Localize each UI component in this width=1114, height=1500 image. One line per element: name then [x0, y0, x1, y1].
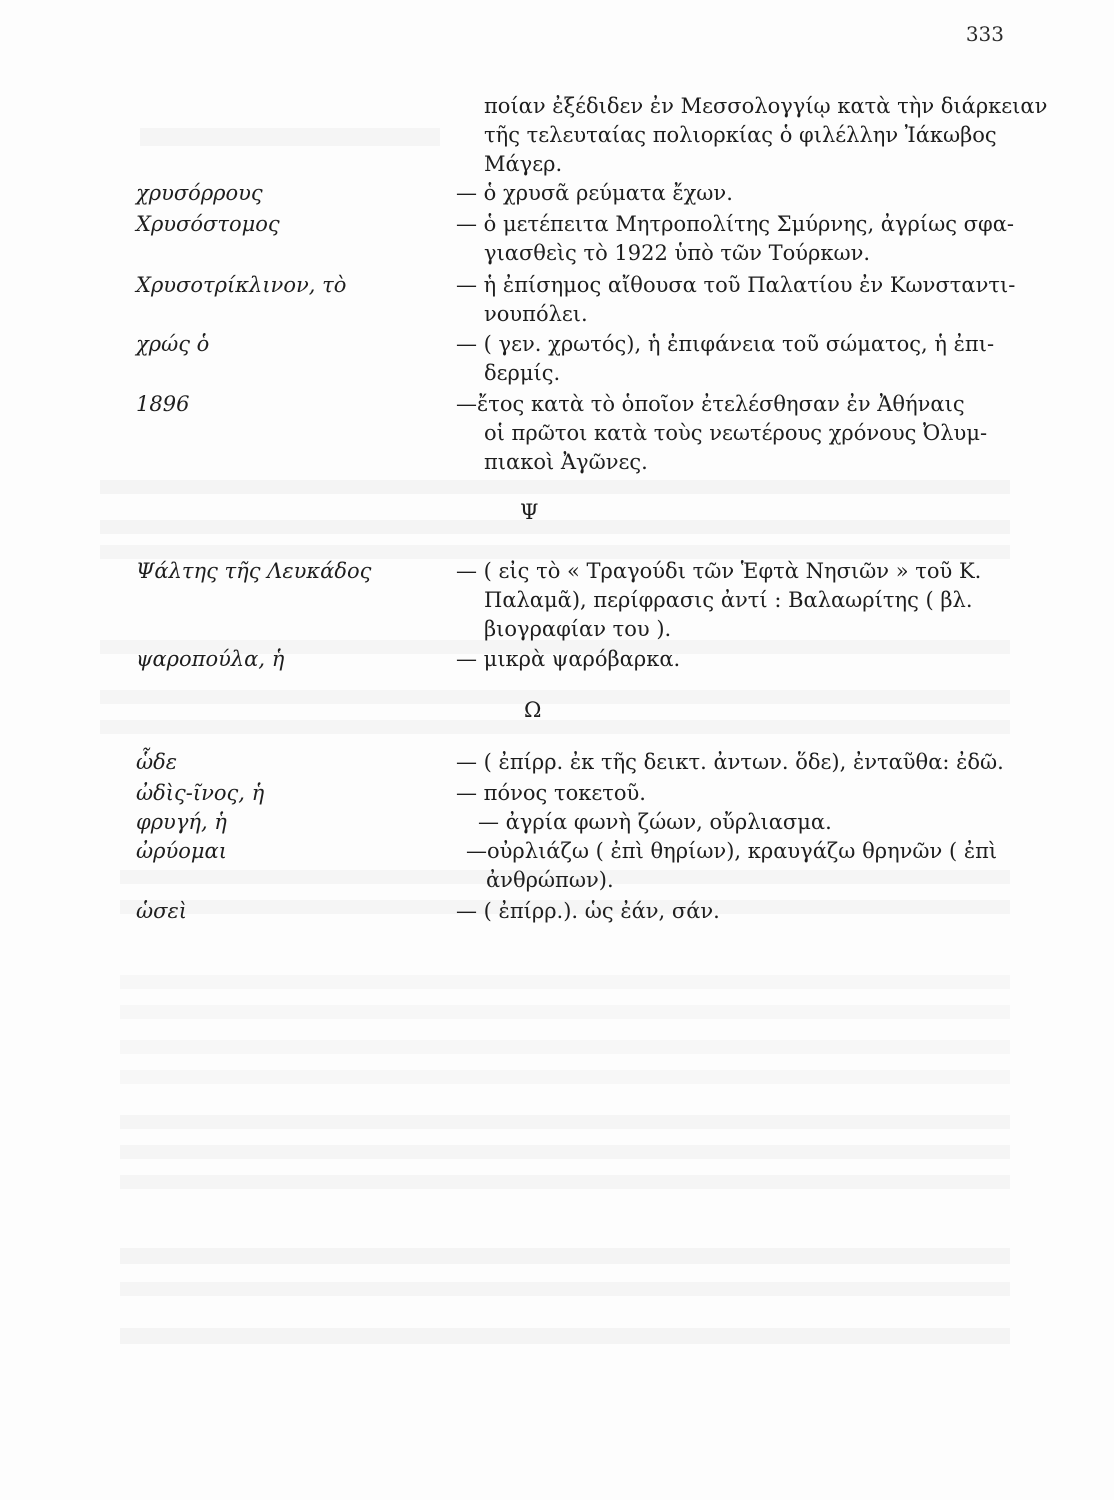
definition-line: οἱ πρῶτοι κατὰ τοὺς νεωτέρους χρόνους Ὀλυμ- [484, 421, 988, 445]
definition-line: ἀνθρώπων). [486, 868, 614, 892]
entry-term: ὧδε [136, 750, 178, 774]
entry-term: 1896 [136, 392, 190, 416]
entry-definition [466, 837, 1036, 895]
definition-line: — ἡ ἐπίσημος αἴθουσα τοῦ Παλατίου ἐν Κωνσταντι- [456, 273, 1016, 297]
entry-term: ὠδὶς-ῖνος, ἡ [136, 781, 265, 805]
continuation-line: Μάγερ. [484, 152, 563, 176]
entry-definition [456, 645, 1026, 674]
entry-term: ὠρύομαι [136, 839, 227, 863]
definition-line: — ( γεν. χρωτός), ἡ ἐπιφάνεια τοῦ σώματος, ἡ ἐπι- [456, 332, 995, 356]
definition-line: βιογραφίαν του ). [484, 617, 672, 641]
definition-line: —ἔτος κατὰ τὸ ὁποῖον ἐτελέσθησαν ἐν Ἀθήναις [456, 392, 965, 416]
page-number: 333 [965, 22, 1004, 46]
continuation-line: ποίαν ἐξέδιδεν ἐν Μεσσολογγίῳ κατὰ τὴν διάρκειαν [484, 94, 1048, 118]
entry-term: Ψάλτης τῆς Λευκάδος [136, 559, 372, 583]
definition-line: — ( ἐπίρρ.). ὡς ἐάν, σάν. [456, 899, 720, 923]
entry-definition [456, 779, 1026, 808]
entry-definition [456, 748, 1026, 777]
entry-term: χρυσόρρους [136, 181, 263, 205]
entry-term: ψαροπούλα, ἡ [136, 647, 285, 671]
entry-definition [456, 390, 1026, 477]
definition-line: —οὐρλιάζω ( ἐπὶ θηρίων), κραυγάζω θρηνῶν ( ἐπὶ [466, 839, 998, 863]
entry-definition [456, 557, 1026, 644]
definition-line: — ( εἰς τὸ « Τραγούδι τῶν Ἑφτὰ Νησιῶν » τοῦ Κ. [456, 559, 982, 583]
continuation-text [484, 92, 1048, 179]
definition-line: νουπόλει. [484, 302, 588, 326]
entry-term: φρυγή, ἡ [136, 810, 227, 834]
entry-definition [456, 897, 1026, 926]
entry-term: ὡσεὶ [136, 899, 187, 923]
definition-line: — ( ἐπίρρ. ἐκ τῆς δεικτ. ἀντων. ὅδε), ἐνταῦθα: ἐδῶ. [456, 750, 1004, 774]
definition-line: — πόνος τοκετοῦ. [456, 781, 646, 805]
definition-line: δερμίς. [484, 361, 561, 385]
section-heading-psi: Ψ [520, 500, 539, 524]
definition-line: πιακοὶ Ἀγῶνες. [484, 450, 648, 474]
continuation-line: τῆς τελευταίας πολιορκίας ὁ φιλέλλην Ἰάκωβος [484, 123, 997, 147]
definition-line: Παλαμᾶ), περίφρασις ἀντί : Βαλαωρίτης ( βλ. [484, 588, 973, 612]
entry-term: Χρυσοτρίκλινον, τὸ [136, 273, 347, 297]
entry-term: Χρυσόστομος [136, 212, 280, 236]
definition-line: — ἀγρία φωνὴ ζώων, οὔρλιασμα. [478, 810, 832, 834]
entry-definition [456, 179, 1026, 208]
entry-term: χρώς ὁ [136, 332, 210, 356]
section-heading-omega: Ω [524, 698, 542, 722]
entry-definition [478, 808, 1048, 837]
definition-line: — μικρὰ ψαρόβαρκα. [456, 647, 681, 671]
entry-definition [456, 330, 1026, 388]
entry-definition [456, 271, 1026, 329]
definition-line: γιασθεὶς τὸ 1922 ὑπὸ τῶν Τούρκων. [484, 241, 871, 265]
entry-definition [456, 210, 1026, 268]
definition-line: — ὁ μετέπειτα Μητροπολίτης Σμύρνης, ἀγρίως σφα- [456, 212, 1014, 236]
definition-line: — ὁ χρυσᾶ ρεύματα ἔχων. [456, 181, 733, 205]
